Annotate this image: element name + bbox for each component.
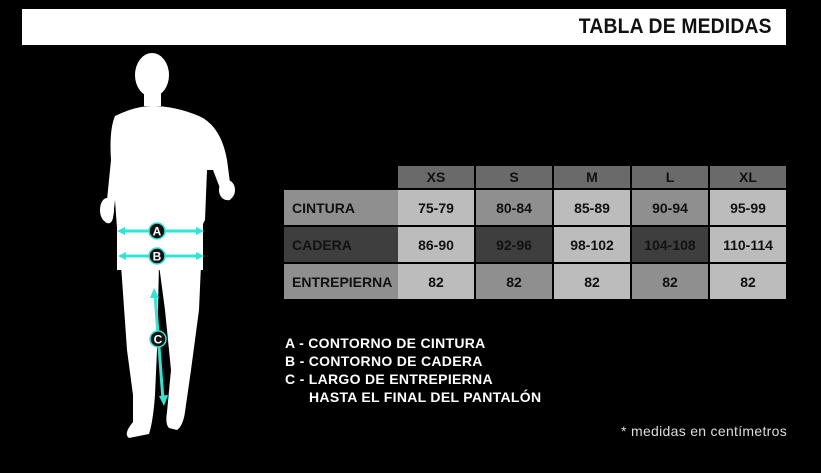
- table-cell: 82: [631, 263, 709, 299]
- table-cell: 85-89: [553, 189, 631, 226]
- row-label-cintura: CINTURA: [284, 189, 398, 226]
- table-cell: 86-90: [398, 226, 475, 263]
- legend-item-c: C - LARGO DE ENTREPIERNA: [285, 371, 493, 387]
- table-cell: 95-99: [709, 189, 786, 226]
- table-row: [284, 226, 786, 263]
- table-cell: 82: [709, 263, 786, 299]
- table-row: [284, 189, 786, 226]
- table-cell: 80-84: [475, 189, 553, 226]
- size-header-xl: XL: [709, 166, 786, 189]
- size-chart-table: [284, 166, 786, 299]
- size-header-s: S: [475, 166, 553, 189]
- title-bar: [22, 9, 786, 45]
- size-header-row: [284, 166, 786, 189]
- table-cell: 98-102: [553, 226, 631, 263]
- legend-item-b: B - CONTORNO DE CADERA: [285, 353, 483, 369]
- marker-a-label: A: [152, 224, 162, 239]
- table-cell: 75-79: [398, 189, 475, 226]
- body-silhouette-icon: [95, 50, 245, 442]
- table-cell: 82: [553, 263, 631, 299]
- marker-b-label: B: [152, 249, 162, 264]
- row-label-entrepierna: ENTREPIERNA: [284, 263, 398, 299]
- header-corner: [284, 166, 398, 189]
- table-row: [284, 263, 786, 299]
- page-title: TABLA DE MEDIDAS: [579, 15, 772, 38]
- size-header-l: L: [631, 166, 709, 189]
- units-footnote: * medidas en centímetros: [621, 423, 787, 439]
- table-cell: 90-94: [631, 189, 709, 226]
- table-cell: 110-114: [709, 226, 786, 263]
- table-cell: 82: [475, 263, 553, 299]
- table-cell: 92-96: [475, 226, 553, 263]
- measurement-legend: [285, 334, 541, 406]
- table-cell: 104-108: [631, 226, 709, 263]
- legend-item-c-continued: HASTA EL FINAL DEL PANTALÓN: [309, 389, 542, 405]
- size-header-m: M: [553, 166, 631, 189]
- table-cell: 82: [398, 263, 475, 299]
- legend-item-a: A - CONTORNO DE CINTURA: [285, 335, 486, 351]
- size-header-xs: XS: [398, 166, 475, 189]
- marker-c-label: C: [153, 332, 163, 347]
- row-label-cadera: CADERA: [284, 226, 398, 263]
